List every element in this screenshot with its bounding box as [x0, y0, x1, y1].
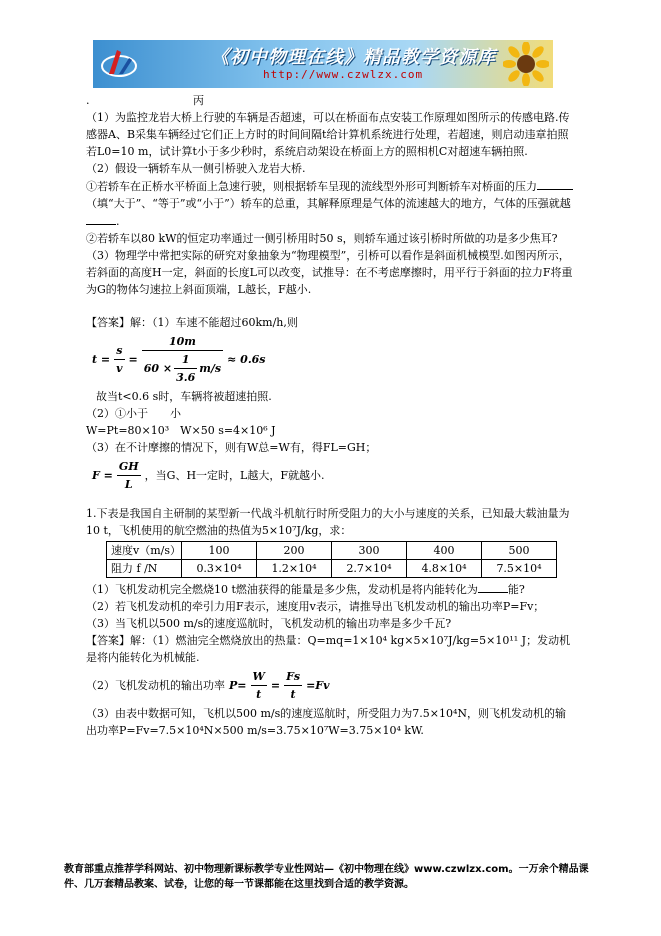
banner-url[interactable]: http://www.czwlzx.com: [263, 68, 424, 81]
answer-1-end: 故当t<0.6 s时，车辆将被超速拍照.: [96, 390, 272, 403]
banner-title: 《初中物理在线》精品教学资源库: [211, 47, 496, 68]
equation-power: [86, 668, 576, 703]
eq1-num: s: [114, 342, 124, 360]
question-2a-part2: （填“大于”、“等于”或“小于”）轿车的总重，其解释原理是气体的流速越大的地方，气体的压强就越: [86, 197, 571, 210]
speed-resistance-table: [106, 541, 557, 578]
eq3-fraction-wt: [251, 668, 267, 703]
answer-2a: （2）①小于 小: [86, 407, 181, 420]
answer-blank: [478, 580, 508, 593]
table-cell: 4.8×10⁴: [407, 560, 482, 578]
table-row-header: 阻力 f /N: [107, 560, 182, 578]
answer-1-label: 【答案】解：（1）车速不能超过60km/h,则: [86, 316, 298, 329]
question-2a-part1: ①若轿车在正桥水平桥面上急速行驶，则根据轿车呈现的流线型外形可判断轿车对桥面的压力: [86, 180, 537, 193]
eq1-den2: [142, 351, 223, 386]
eq1-den: v: [116, 362, 123, 375]
table-cell: 2.7×10⁴: [332, 560, 407, 578]
eq1-num2: 10m: [142, 333, 223, 351]
eq2-fraction: [117, 458, 141, 493]
eq1-inner-den: 3.6: [176, 371, 196, 384]
table-row: [107, 560, 557, 578]
eq3-num2: Fs: [284, 668, 302, 686]
question-2b: ②若轿车以80 kW的恒定功率通过一侧引桥用时50 s，则轿车通过该引桥时所做的功是多少焦耳?: [86, 232, 558, 245]
answer-blank: [537, 177, 573, 190]
header-banner: [93, 40, 553, 88]
table-cell: 0.3×10⁴: [182, 560, 257, 578]
answer-3a: （3）在不计摩擦的情况下，则有W总=W有，得FL=GH；: [86, 441, 377, 454]
question-2: （2）假设一辆轿车从一侧引桥驶入龙岩大桥.: [86, 162, 306, 175]
table-cell: 7.5×10⁴: [482, 560, 557, 578]
question-2a-end: .: [116, 215, 120, 228]
eq1-den2-a: 60 ×: [143, 362, 173, 375]
question-2a: [86, 177, 576, 230]
eq3-equals: =: [270, 679, 281, 692]
eq1-lhs: t =: [92, 353, 111, 366]
eq1-approx: ≈ 0.6s: [227, 353, 266, 366]
table-cell: 400: [407, 542, 482, 560]
table-cell: 500: [482, 542, 557, 560]
answer-3b: ，当G、H一定时，L越大，F就越小.: [144, 469, 325, 482]
eq1-fraction-sv: [114, 342, 124, 377]
problem-2-q2: （2）若飞机发动机的牵引力用F表示，速度用v表示，请推导出飞机发动机的输出功率P=Fv；: [86, 600, 545, 613]
eq3-den1: t: [256, 688, 262, 701]
eq2-lhs: F =: [92, 469, 113, 482]
figure-caption-row: [86, 92, 576, 109]
problem-2-answer-1: 【答案】解：（1）燃油完全燃烧放出的热量：Q=mq=1×10⁴ kg×5×10⁷J/kg=5×10¹¹ J；发动机是将内能转化为机械能.: [86, 634, 571, 664]
table-cell: 100: [182, 542, 257, 560]
problem-2-question: 1.下表是我国自主研制的某型新一代战斗机航行时所受阻力的大小与速度的关系，已知最大载油量为10 t，飞机使用的航空燃油的热值为5×10⁷J/kg，求：: [86, 507, 570, 537]
question-1: （1）为监控龙岩大桥上行驶的车辆是否超速，可以在桥面布点安装工作原理如图所示的传感电路.传感器A、B采集车辆经过它们正上方时的时间间隔t给计算机系统进行处理，若超速，则启动违章拍照若L0=10 m，试计算t小于多少秒时，系统启动架设在桥面上方的照相机C对超速车辆拍照.: [86, 111, 570, 158]
problem-2-q1-a: （1）飞机发动机完全燃烧10 t燃油获得的能量是多少焦，发动机是将内能转化为: [86, 583, 478, 596]
table-cell: 300: [332, 542, 407, 560]
table-cell: 1.2×10⁴: [257, 560, 332, 578]
table-row: [107, 542, 557, 560]
eq3-rhs: =Fv: [306, 679, 330, 692]
eq3-fraction-fst: [284, 668, 302, 703]
eq3-den2: t: [290, 688, 296, 701]
eq3-lhs: P=: [229, 679, 247, 692]
question-3: （3）物理学中常把实际的研究对象抽象为“物理模型”，引桥可以看作是斜面机械模型.如图丙所示，若斜面的高度H一定，斜面的长度L可以改变，试推导：在不考虑摩擦时，用平行于斜面的拉力F将重为G的物体匀速拉上斜面顶端，L越长，F越小.: [86, 249, 573, 296]
eq3-num1: W: [251, 668, 267, 686]
stray-dot: .: [86, 94, 90, 107]
eq1-inner-num: 1: [174, 351, 197, 369]
equation-force: [92, 458, 576, 493]
problem-2-q3: （3）当飞机以500 m/s的速度巡航时，飞机发动机的输出功率是多少千瓦?: [86, 617, 452, 630]
eq2-den: L: [124, 478, 133, 491]
page-footer: 教育部重点推荐学科网站、初中物理新课标教学专业性网站—《初中物理在线》www.czwlzx.com。一万余个精品课件、几万套精品教案、试卷，让您的每一节课都能在这里找到合适的教学资源。: [64, 864, 589, 890]
problem-2-answer-3: （3）由表中数据可知，飞机以500 m/s的速度巡航时，所受阻力为7.5×10⁴N，则飞机发动机的输出功率P=Fv=7.5×10⁴N×500 m/s=3.75×10⁷W=3.75×10⁴ kW.: [86, 707, 567, 737]
answer-blank: [86, 212, 116, 225]
eq1-fraction-values: [142, 333, 223, 386]
figure-label: 丙: [193, 94, 204, 107]
equation-speed-time: [92, 333, 576, 386]
eq1-den2-unit: m/s: [199, 362, 222, 375]
table-row-header: 速度v（m/s）: [107, 542, 182, 560]
problem-2-answer-2-lead: （2）飞机发动机的输出功率: [86, 679, 225, 692]
table-cell: 200: [257, 542, 332, 560]
site-logo-icon: [99, 44, 139, 84]
problem-2-q1: [86, 580, 576, 598]
document-body: [86, 92, 576, 739]
eq1-inner-fraction: [174, 351, 197, 386]
eq2-num: GH: [117, 458, 141, 476]
eq1-equals: =: [128, 353, 138, 366]
problem-2-q1-b: 能?: [507, 583, 525, 596]
sunflower-icon: [503, 42, 549, 86]
answer-2b: W=Pt=80×10³ W×50 s=4×10⁶ J: [86, 424, 276, 437]
